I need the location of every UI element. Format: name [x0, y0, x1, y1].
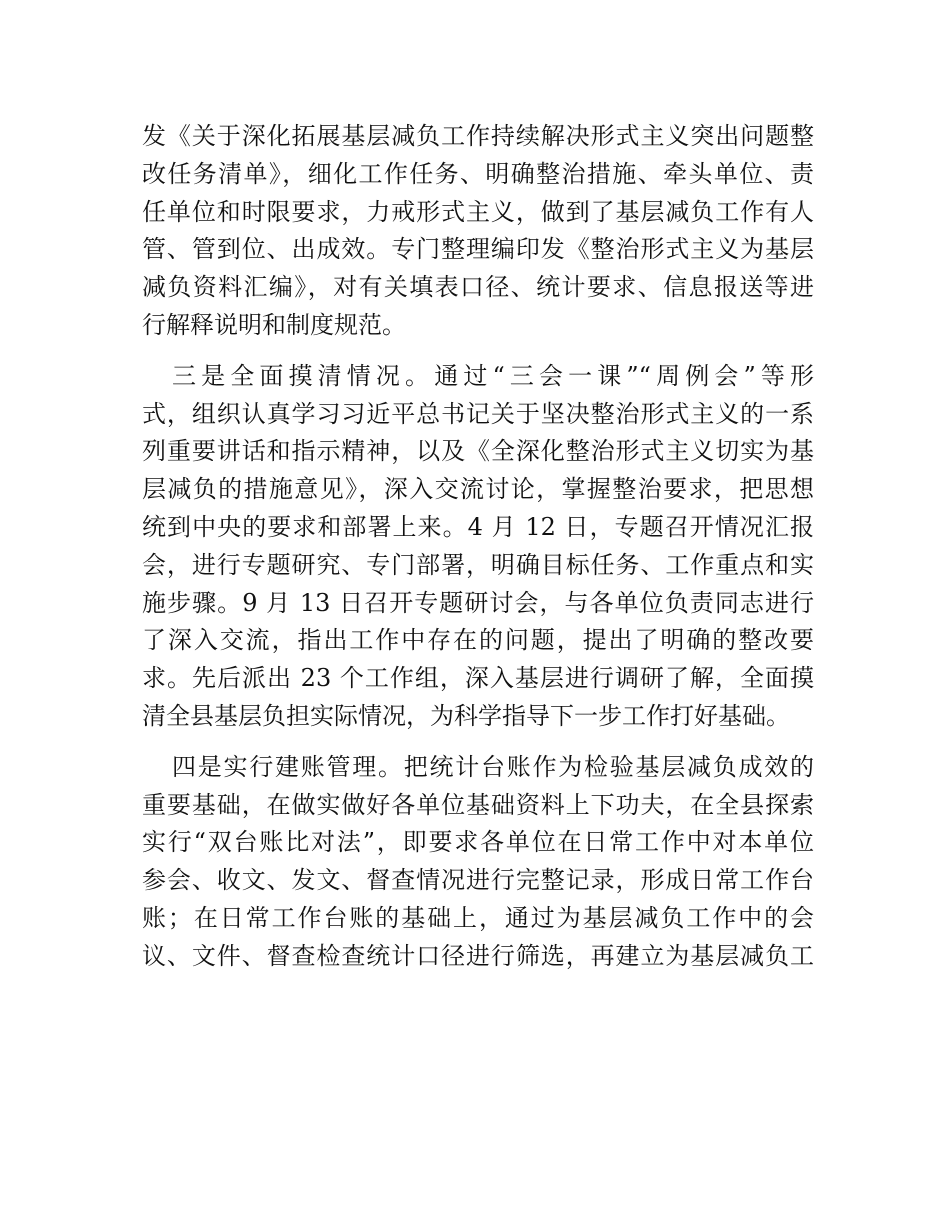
text-line: 统到中央的要求和部署上来。4 月 12 日，专题召开情况汇报 [142, 512, 814, 541]
text-line: 清全县基层负担实际情况，为科学指导下一步工作打好基础。 [142, 701, 790, 730]
text-line: 施步骤。9 月 13 日召开专题研讨会，与各单位负责同志进行 [142, 588, 814, 617]
text-line: 了深入交流，指出工作中存在的问题，提出了明确的整改要 [142, 626, 814, 655]
text-line: 发《关于深化拓展基层减负工作持续解决形式主义突出问题整 [142, 122, 814, 150]
text-line: 四是实行建账管理。把统计台账作为检验基层减负成效的 [172, 752, 814, 781]
document-body [142, 118, 814, 989]
text-line: 会，进行专题研究、专门部署，明确目标任务、工作重点和实 [142, 550, 814, 579]
text-line: 列重要讲话和指示精神，以及《全深化整治形式主义切实为基 [142, 437, 814, 466]
text-line: 实行“双台账比对法”，即要求各单位在日常工作中对本单位 [142, 828, 814, 857]
paragraph-1 [142, 118, 814, 345]
text-line: 重要基础，在做实做好各单位基础资料上下功夫，在全县探索 [142, 790, 814, 819]
paragraph-3 [142, 749, 814, 976]
text-line: 改任务清单》，细化工作任务、明确整治措施、牵头单位、责 [142, 159, 814, 188]
text-line: 减负资料汇编》，对有关填表口径、统计要求、信息报送等进 [142, 273, 814, 302]
text-line: 式，组织认真学习习近平总书记关于坚决整治形式主义的一系 [142, 399, 814, 428]
text-line: 议、文件、督查检查统计口径进行筛选，再建立为基层减负工 [142, 941, 814, 970]
text-line: 任单位和时限要求，力戒形式主义，做到了基层减负工作有人 [142, 197, 814, 226]
text-line: 层减负的措施意见》，深入交流讨论，掌握整治要求，把思想 [142, 475, 814, 504]
text-line: 求。先后派出 23 个工作组，深入基层进行调研了解，全面摸 [142, 664, 814, 693]
text-line: 参会、收文、发文、督查情况进行完整记录，形成日常工作台 [142, 866, 814, 895]
paragraph-2 [142, 358, 814, 736]
text-line: 账；在日常工作台账的基础上，通过为基层减负工作中的会 [142, 903, 814, 932]
text-line: 行解释说明和制度规范。 [142, 310, 406, 339]
text-line: 管、管到位、出成效。专门整理编印发《整治形式主义为基层 [142, 235, 814, 264]
text-line: 三是全面摸清情况。通过“三会一课”“周例会”等形 [172, 361, 814, 390]
